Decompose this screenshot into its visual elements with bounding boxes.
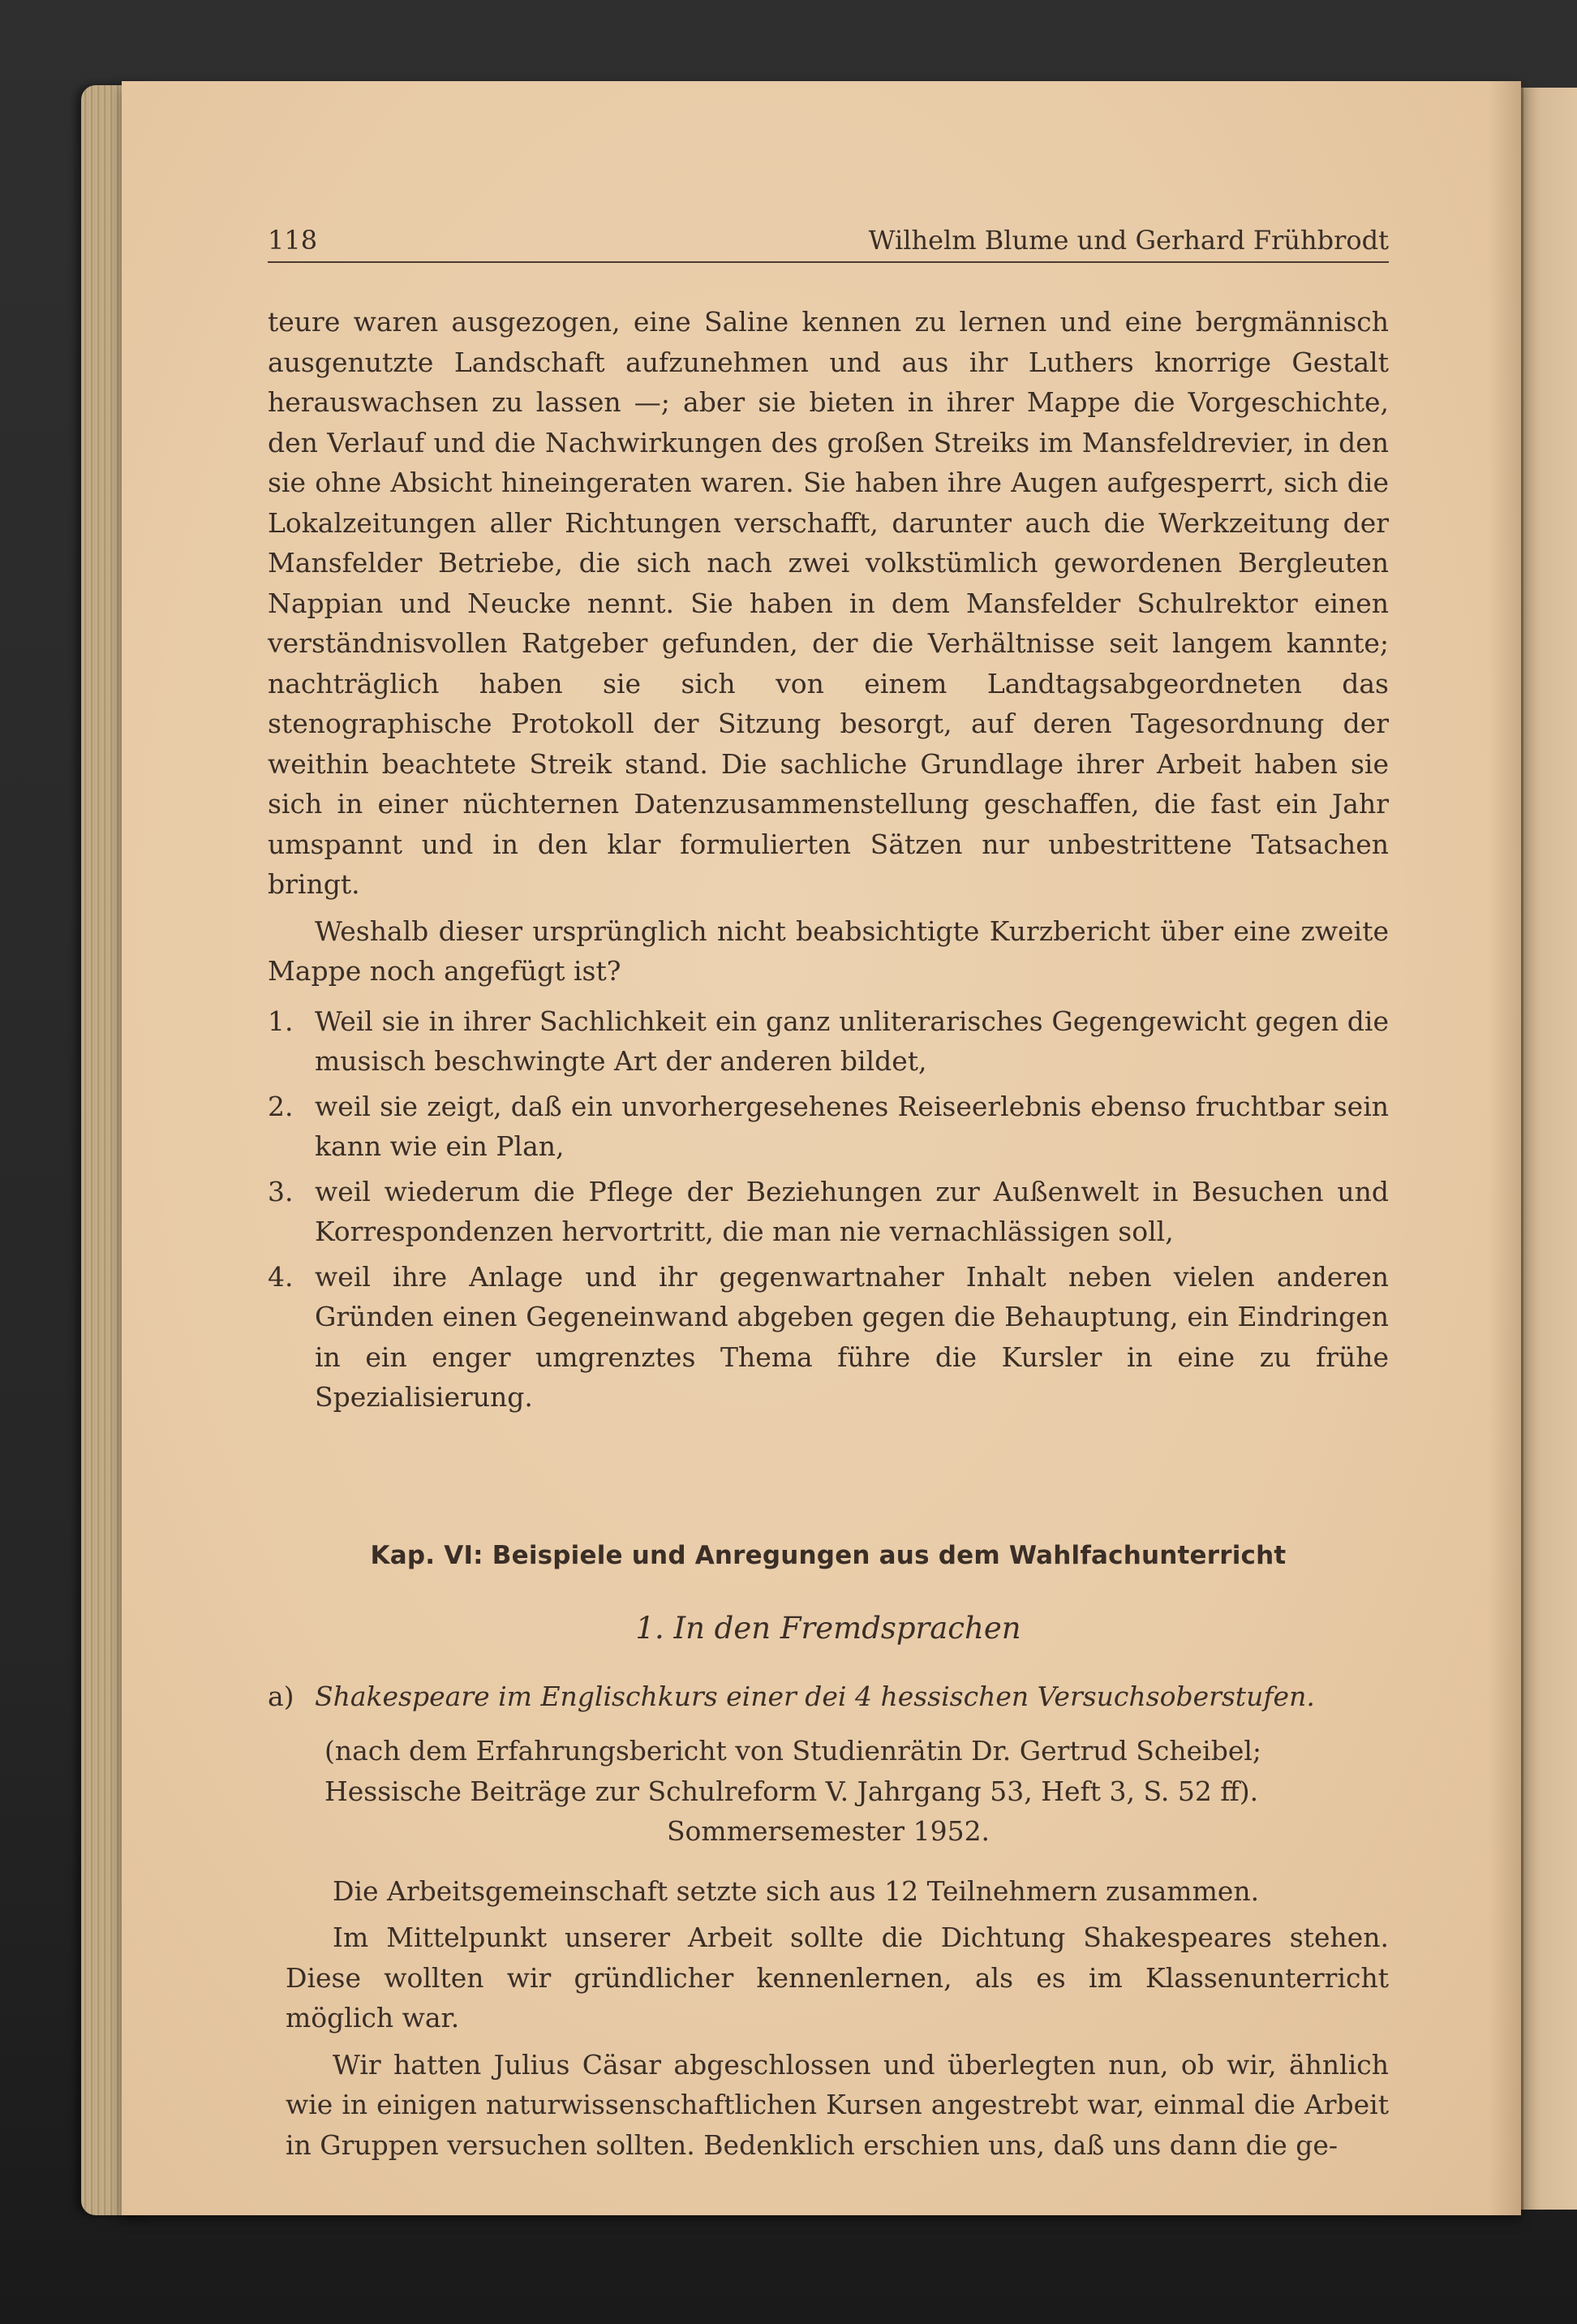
section-body bbox=[268, 1871, 1389, 2166]
list-item-text: weil ihre Anlage und ihr gegenwartnaher Inhalt neben vielen anderen Gründen einen Gegeneinwand abgeben gegen die Behauptung, ein Eindringen in ein enger umgrenztes Thema führe die Kursler in eine zu frühe Spezialisierung. bbox=[315, 1260, 1389, 1413]
subsection-heading bbox=[268, 1676, 1389, 1717]
paragraph: Im Mittelpunkt unserer Arbeit sollte die Dichtung Shakespeares stehen. Diese wollten wir gründlicher kennenlernen, als es im Klassenunterricht möglich war. bbox=[286, 1922, 1389, 2034]
running-title: Wilhelm Blume und Gerhard Frühbrodt bbox=[868, 225, 1389, 256]
chapter-heading: Kap. VI: Beispiele und Anregungen aus dem Wahlfachunterricht bbox=[370, 1540, 1287, 1570]
paragraph: Wir hatten Julius Cäsar abgeschlossen und überlegten nun, ob wir, ähnlich wie in einigen naturwissenschaftlichen Kursen angestrebt war, einmal die Arbeit in Gruppen versuchen sollten. Bedenklich erschien uns, daß uns dann die ge- bbox=[286, 2048, 1389, 2161]
subsection-letter: a) bbox=[268, 1680, 294, 1712]
page-content bbox=[268, 224, 1389, 2165]
list-item-number: 2. bbox=[268, 1090, 294, 1122]
list-item-number: 4. bbox=[268, 1260, 294, 1293]
subsection-title: Shakespeare im Englischkurs einer dei 4 hessischen Versuchsoberstufen. bbox=[315, 1680, 1315, 1712]
running-header bbox=[268, 224, 1389, 263]
facing-page-edge bbox=[1521, 88, 1577, 2210]
source-note: (nach dem Erfahrungsbericht von Studienrätin Dr. Gertrud Scheibel; Hessische Beiträge zur Schulreform V. Jahrgang 53, Heft 3, S. 52 ff). bbox=[324, 1735, 1262, 1807]
page-number: 118 bbox=[268, 225, 318, 256]
paragraph: Weshalb dieser ursprünglich nicht beabsichtigte Kurzbericht über eine zweite Mappe noch angefügt ist? bbox=[268, 915, 1389, 987]
numbered-list bbox=[268, 1001, 1389, 1418]
list-item bbox=[268, 1001, 1389, 1082]
section-heading: 1. In den Fremdsprachen bbox=[635, 1611, 1021, 1646]
list-item-number: 1. bbox=[268, 1005, 294, 1037]
page-gutter-shadow bbox=[1489, 81, 1521, 2215]
list-item-text: weil wiederum die Pflege der Beziehungen zur Außenwelt in Besuchen und Korrespondenzen hervortritt, die man nie vernachlässigen soll, bbox=[315, 1175, 1389, 1247]
list-item-number: 3. bbox=[268, 1175, 294, 1207]
paragraph: Die Arbeitsgemeinschaft setzte sich aus 12 Teilnehmern zusammen. bbox=[333, 1874, 1260, 1907]
list-item-text: Weil sie in ihrer Sachlichkeit ein ganz unliterarisches Gegengewicht gegen die musisch beschwingte Art der anderen bildet, bbox=[315, 1005, 1389, 1077]
list-item bbox=[268, 1172, 1389, 1252]
semester-line: Sommersemester 1952. bbox=[666, 1815, 990, 1847]
list-item bbox=[268, 1257, 1389, 1418]
paragraph: teure waren ausgezogen, eine Saline kennen zu lernen und eine bergmännisch ausgenutzte Landschaft aufzunehmen und aus ihr Luthers knorrige Gestalt herauswachsen zu lassen —; aber sie bieten in ihrer Mappe die Vorgeschichte, den Verlauf und die Nachwirkungen des großen Streiks im Mansfeldrevier, in den sie ohne Absicht hineingeraten waren. Sie haben ihre Augen aufgesperrt, sich die Lokalzeitungen aller Richtungen verschafft, darunter auch die Werkzeitung der Mansfelder Betriebe, die sich nach zwei volkstümlich gewordenen Bergleuten Nappian und Neucke nennt. Sie haben in dem Mansfelder Schulrektor einen verständnisvollen Ratgeber gefunden, der die Verhältnisse seit langem kannte; nachträglich haben sie sich von einem Landtagsabgeordneten das stenographische Protokoll der Sitzung besorgt, auf deren Tagesordnung der weithin beachtete Streik stand. Die sachliche Grundlage ihrer Arbeit haben sie sich in einer nüchternen Datenzusammenstellung geschaffen, die fast ein Jahr umspannt und in den klar formulierten Sätzen nur unbestrittene Tatsachen bringt. bbox=[268, 306, 1389, 900]
list-item-text: weil sie zeigt, daß ein unvorhergesehenes Reiseerlebnis ebenso fruchtbar sein kann wie ein Plan, bbox=[315, 1090, 1389, 1162]
list-item bbox=[268, 1087, 1389, 1167]
